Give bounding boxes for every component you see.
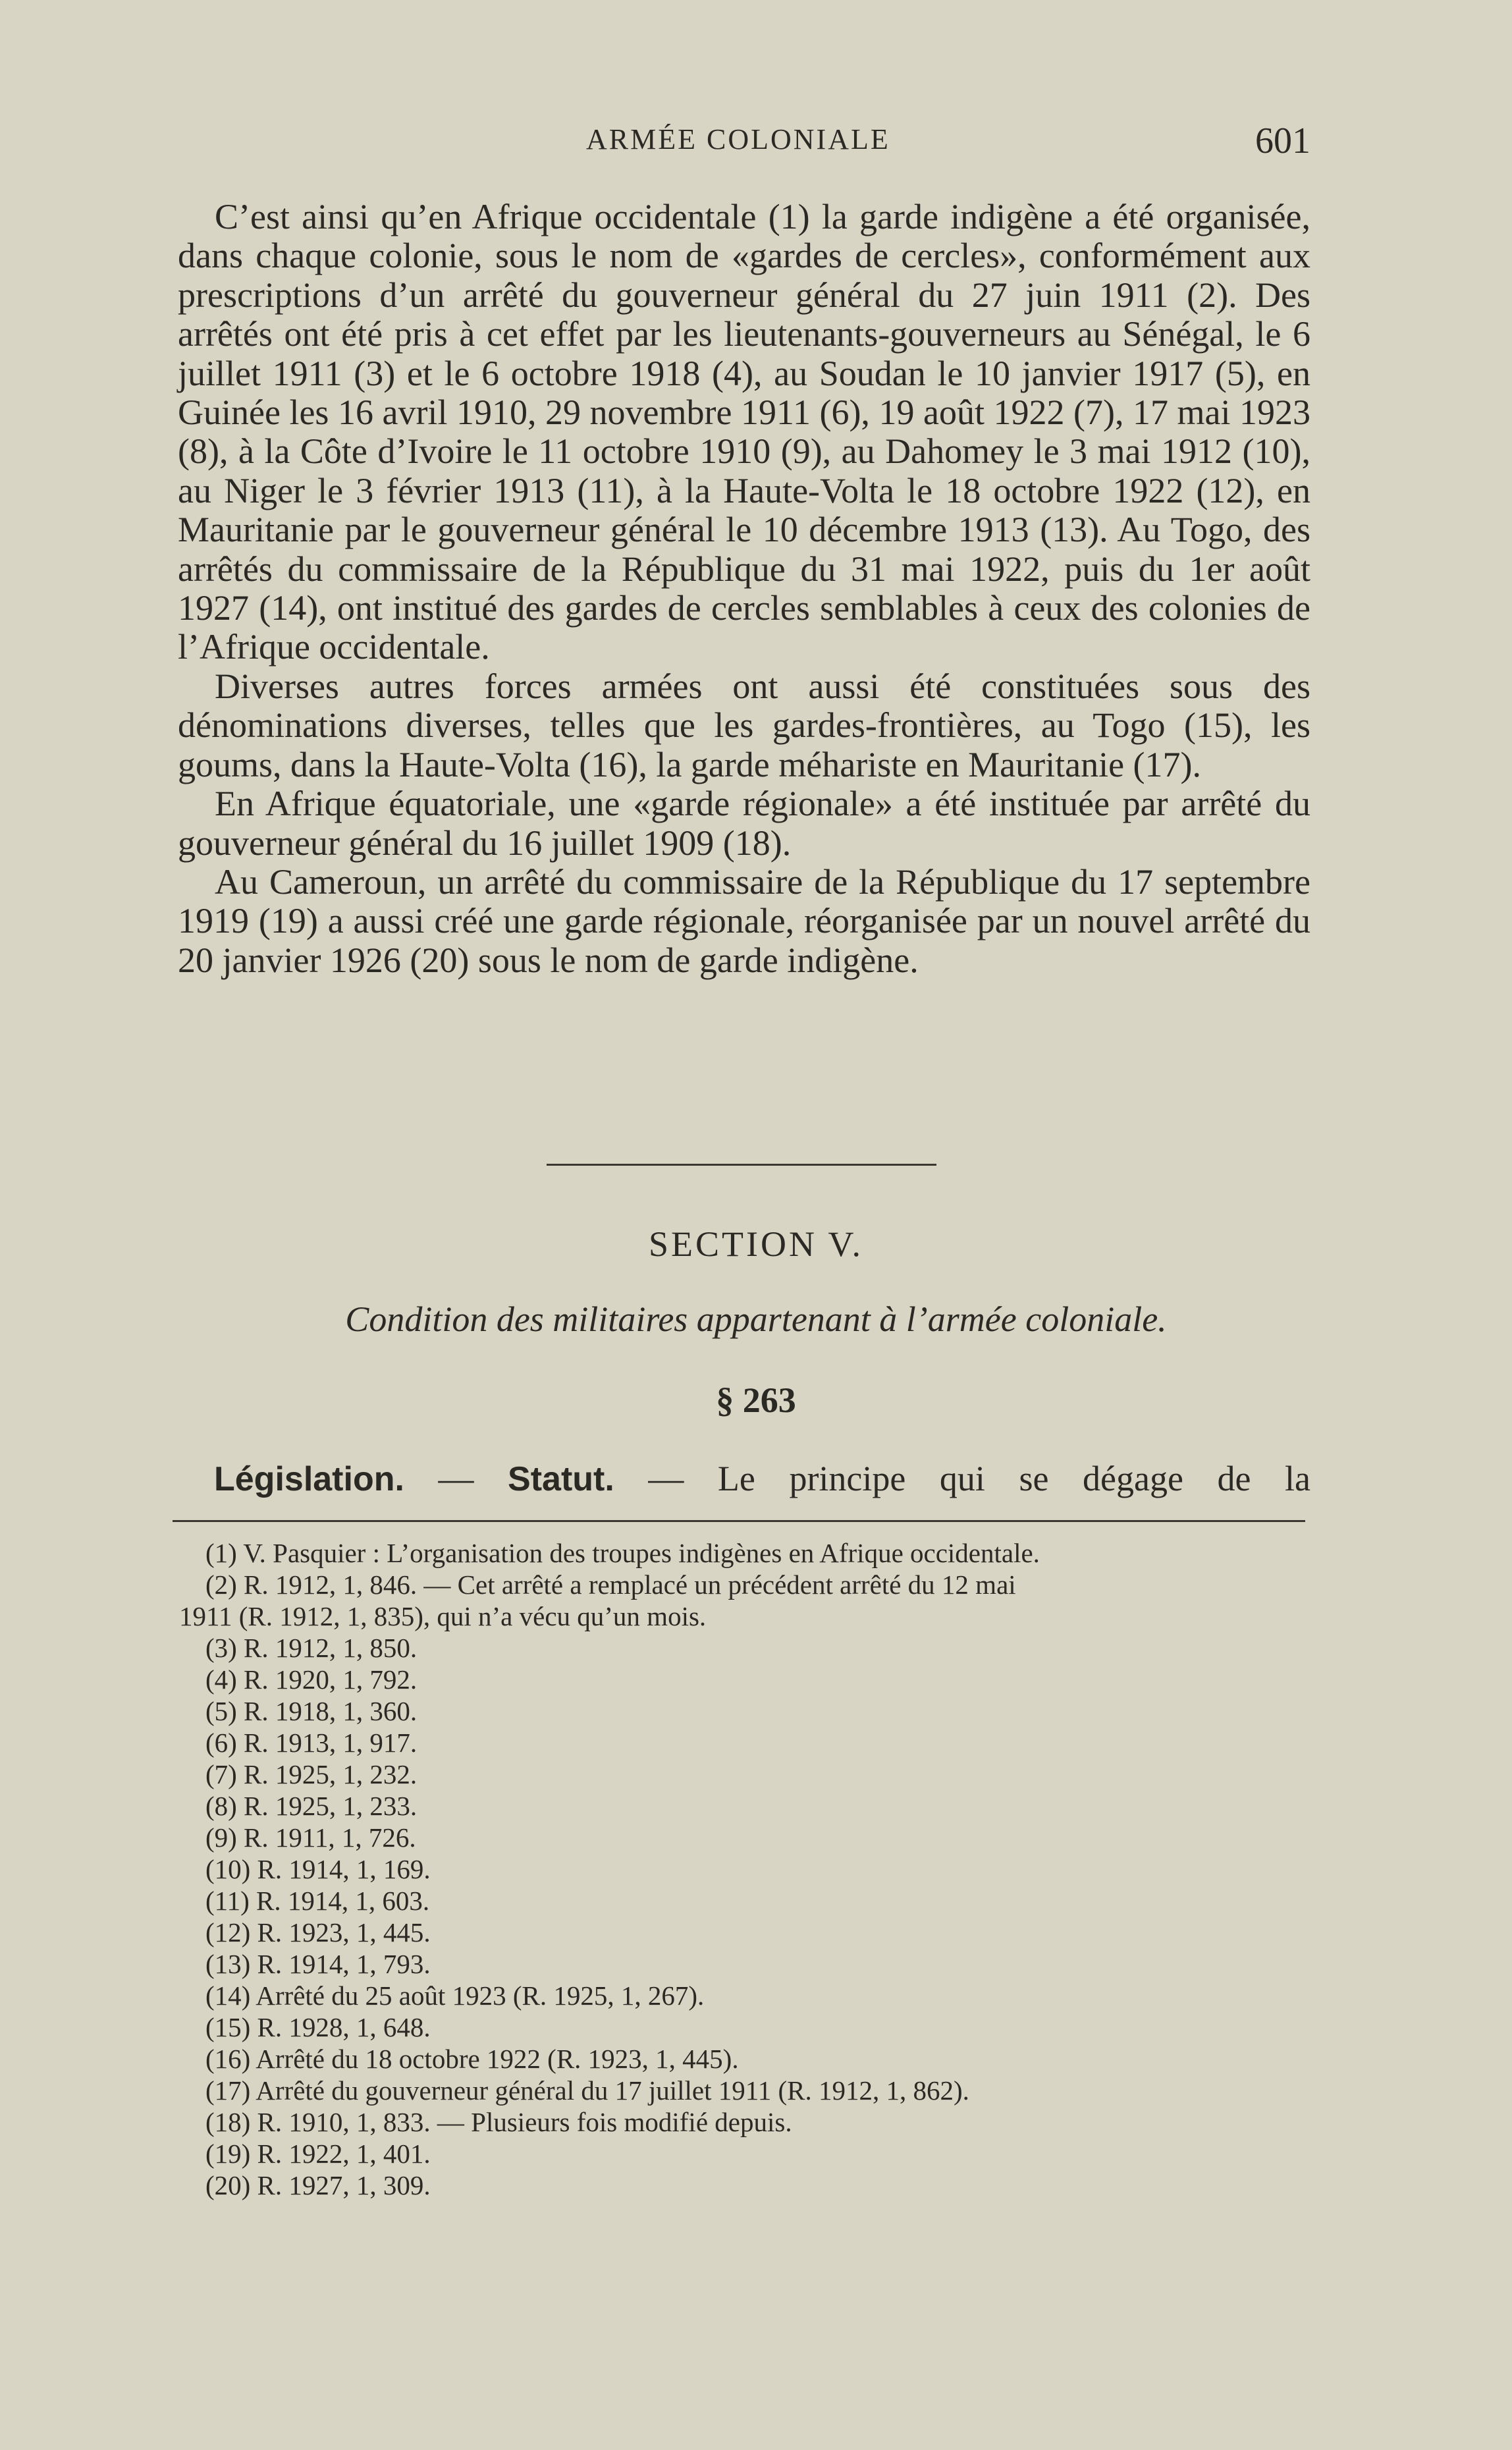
footnote: (20) R. 1927, 1, 309. [205,2170,431,2200]
footnote: (11) R. 1914, 1, 603. [205,1886,430,1916]
footnote: (13) R. 1914, 1, 793. [205,1949,431,1979]
footnote: (5) R. 1918, 1, 360. [205,1696,418,1726]
footnote: (17) Arrêté du gouverneur général du 17 juillet 1911 (R. 1912, 1, 862). [205,2075,969,2106]
running-title: ARMÉE COLONIALE [586,123,890,155]
dash: — [404,1459,508,1498]
section-divider [547,1164,936,1166]
page-header [178,122,1310,162]
section-subtitle: Condition des militaires appartenant à l’armée coloniale. [345,1299,1167,1339]
paragraph-number: § 263 [716,1380,796,1420]
footnote-continuation: 1911 (R. 1912, 1, 835), qui n’a vécu qu’un mois. [179,1601,707,1631]
footnote: (9) R. 1911, 1, 726. [205,1822,416,1853]
legislation-heading: Législation. [214,1460,404,1498]
footnote: (12) R. 1923, 1, 445. [205,1917,431,1947]
footnote: (18) R. 1910, 1, 833. — Plusieurs fois modifié depuis. [205,2107,792,2137]
footnote: (15) R. 1928, 1, 648. [205,2012,431,2042]
body-text [178,198,1310,980]
paragraph: Diverses autres forces armées ont aussi été constituées sous des dénominations diverses, telles que les gardes-frontières, au Togo (15), les goums, dans la Haute-Volta (16), la garde méhariste en Mauritanie (17). [178,666,1310,784]
page-number: 601 [1255,121,1310,161]
footnote: (10) R. 1914, 1, 169. [205,1854,431,1884]
footnote: (7) R. 1925, 1, 232. [205,1759,418,1789]
section-title: SECTION V. [648,1224,864,1264]
statut-heading: Statut. [508,1460,614,1498]
footnote: (4) R. 1920, 1, 792. [205,1664,418,1695]
legislation-text: — Le principe qui se dégage de la [614,1459,1310,1498]
footnotes [179,1537,1310,2201]
footnote: (16) Arrêté du 18 octobre 1922 (R. 1923, 1, 445). [205,2044,739,2074]
footnote: (8) R. 1925, 1, 233. [205,1791,418,1821]
footnote: (19) R. 1922, 1, 401. [205,2138,431,2169]
footnote: (6) R. 1913, 1, 917. [205,1728,418,1758]
footnote: (1) V. Pasquier : L’organisation des troupes indigènes en Afrique occidentale. [205,1538,1040,1568]
paragraph: Au Cameroun, un arrêté du commissaire de la République du 17 septembre 1919 (19) a aussi créé une garde régionale, réorganisée par un nouvel arrêté du 20 janvier 1926 (20) sous le nom de garde indigène. [178,861,1310,980]
legislation-line [214,1457,1310,1500]
paragraph: C’est ainsi qu’en Afrique occidentale (1) la garde indigène a été organisée, dans chaque colonie, sous le nom de «gardes de cercles», conformément aux prescriptions d’un arrêté du gouverneur général du 27 juin 1911 (2). Des arrêtés ont été pris à cet effet par les lieutenants-gouverneurs au Sénégal, le 6 juillet 1911 (3) et le 6 octobre 1918 (4), au Soudan le 10 janvier 1917 (5), en Guinée les 16 avril 1910, 29 novembre 1911 (6), 19 août 1922 (7), 17 mai 1923 (8), à la Côte d’Ivoire le 11 octobre 1910 (9), au Dahomey le 3 mai 1912 (10), au Niger le 3 février 1913 (11), à la Haute-Volta le 18 octobre 1922 (12), en Mauritanie par le gouverneur général le 10 décembre 1913 (13). Au Togo, des arrêtés du commissaire de la République du 31 mai 1922, puis du 1er août 1927 (14), ont institué des gardes de cercles semblables à ceux des colonies de l’Afrique occidentale. [178,197,1310,667]
paragraph: En Afrique équatoriale, une «garde régionale» a été instituée par arrêté du gouverneur général du 16 juillet 1909 (18). [178,784,1310,863]
footnote-rule [173,1520,1305,1522]
footnote: (3) R. 1912, 1, 850. [205,1633,418,1663]
footnote: (14) Arrêté du 25 août 1923 (R. 1925, 1, 267). [205,1980,705,2011]
footnote: (2) R. 1912, 1, 846. — Cet arrêté a remplacé un précédent arrêté du 12 mai [205,1569,1016,1600]
